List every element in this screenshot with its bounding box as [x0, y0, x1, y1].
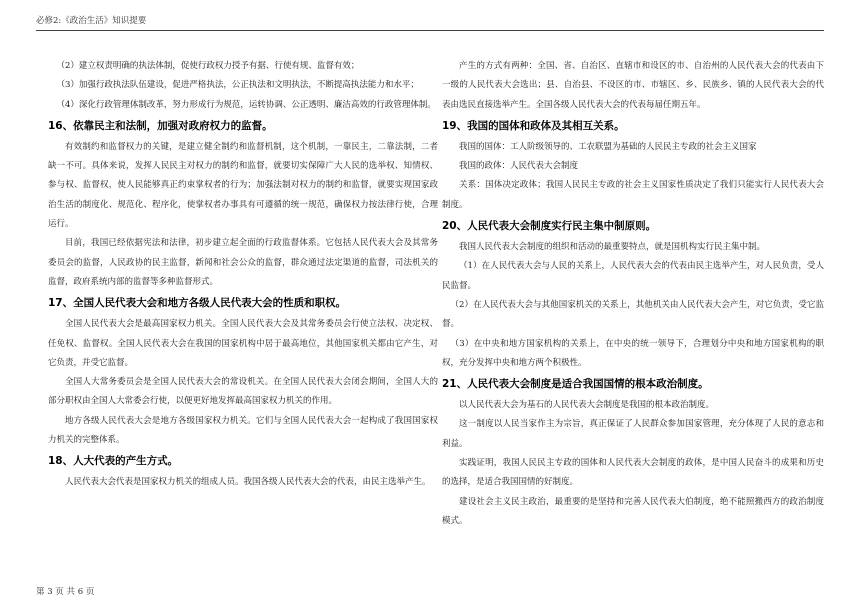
left-column [48, 57, 438, 493]
paragraph: 人民代表大会代表是国家权力机关的组成人员。我国各级人民代表大会的代表，由民主选举产生。 [65, 477, 431, 488]
paragraph: 实践证明，我国人民民主专政的国体和人民代表大会制度的政体，是中国人民奋斗的成果和历史的选择，是适合我国国情的好制度。 [442, 458, 824, 488]
paragraph: 我国人民代表大会制度的组织和活动的最重要特点，就是国机构实行民主集中制。 [459, 242, 766, 253]
section-heading-17: 17、全国人民代表大会和地方各级人民代表大会的性质和职权。 [48, 297, 347, 310]
paragraph: （2）建立权责明确的执法体制，促使行政权力授予有据、行使有规、监督有效； [56, 61, 360, 71]
paragraph: 产生的方式有两种：全国、省、自治区、直辖市和设区的市、自治州的人民代表大会的代表由下一级的人民代表大会选出；县、自治县、不设区的市、市辖区、乡、民族乡、镇的人民代表大会的代表由选民直接选举产生。全国各级人民代表大会的代表每届任期五年。 [442, 61, 824, 110]
paragraph: 有效制约和监督权力的关键，是建立健全制约和监督机制，这个机制，一靠民主，二靠法制，二者缺一不可。具体来说，发挥人民民主对权力的制约和监督，就要切实保障广大人民的选举权、知情权、参与权、监督权，使人民能够真正约束掌权者的行为；加强法制对权力的制约和监督，就要实现国家政治生活的制度化、规范化、程序化，使掌权者办事具有可遵循的统一规范，确保权力按法律行使，合理运行。 [48, 141, 438, 230]
paragraph: 目前，我国已经依据宪法和法律，初步建立起全面的行政监督体系。它包括人民代表大会及其常务委员会的监督，人民政协的民主监督，新闻和社会公众的监督，群众通过法定渠道的监督，司法机关的监督，政府系统内部的监督等多种监督形式。 [48, 238, 438, 287]
paragraph: 这一制度以人民当家作主为宗旨，真正保证了人民群众参加国家管理，充分体现了人民的意志和利益。 [442, 419, 824, 449]
right-column [442, 57, 824, 531]
section-heading-21: 21、人民代表大会制度是适合我国国情的根本政治制度。 [442, 378, 709, 391]
paragraph: 建设社会主义民主政治，最重要的是坚持和完善人民代表大伯制度，绝不能照搬西方的政治制度模式。 [442, 496, 824, 526]
section-heading-19: 19、我国的国体和政体及其相互关系。 [442, 119, 625, 132]
paragraph: 关系：国体决定政体；我国人民民主专政的社会主义国家性质决定了我们只能实行人民代表大会制度。 [442, 180, 824, 210]
page-footer: 第 3 页 共 6 页 [36, 587, 95, 597]
paragraph: （2）在人民代表大会与其他国家机关的关系上，其他机关由人民代表大会产生，对它负责，受它监督。 [442, 299, 824, 330]
section-heading-16: 16、依靠民主和法制，加强对政府权力的监督。 [48, 119, 273, 132]
paragraph: 全国人大常务委员会是全国人民代表大会的常设机关。在全国人民代表大会闭会期间，全国人大的部分职权由全国人大常委会行使，以便更好地发挥最高国家权力机关的作用。 [48, 377, 438, 407]
page-header: 必修2:《政治生活》知识提要 [36, 14, 824, 31]
paragraph: （1）在人民代表大会与人民的关系上，人民代表大会的代表由民主选举产生，对人民负责，受人民监督。 [442, 261, 824, 291]
section-heading-18: 18、人大代表的产生方式。 [48, 455, 179, 468]
paragraph: 我国的政体：人民代表大会制度 [459, 161, 579, 172]
paragraph: 地方各级人民代表大会是地方各级国家权力机关。它们与全国人民代表大会一起构成了我国国家权力机关的完整体系。 [48, 415, 438, 446]
paragraph: 以人民代表大会为基石的人民代表大会制度是我国的根本政治制度。 [459, 400, 715, 411]
paragraph: （4）深化行政管理体制改革，努力形成行为规范，运转协调、公正透明、廉洁高效的行政管理体制。 [56, 99, 436, 110]
paragraph: （3）在中央和地方国家机构的关系上，在中央的统一领导下，合理划分中央和地方国家机构的职权，充分发挥中央和地方两个积极性。 [442, 338, 824, 368]
paragraph: 全国人民代表大会是最高国家权力机关。全国人民代表大会及其常务委员会行使立法权、决定权、任免权、监督权。全国人民代表大会在我国的国家机构中居于最高地位，其他国家机关都由它产生，对它负责，并受它监督。 [48, 319, 438, 368]
section-heading-20: 20、人民代表大会制度实行民主集中制原则。 [442, 220, 657, 233]
paragraph: （3）加强行政执法队伍建设，促进严格执法，公正执法和文明执法，不断提高执法能力和水平； [56, 80, 419, 91]
paragraph: 我国的国体：工人阶级领导的、工农联盟为基础的人民民主专政的社会主义国家 [459, 141, 757, 152]
